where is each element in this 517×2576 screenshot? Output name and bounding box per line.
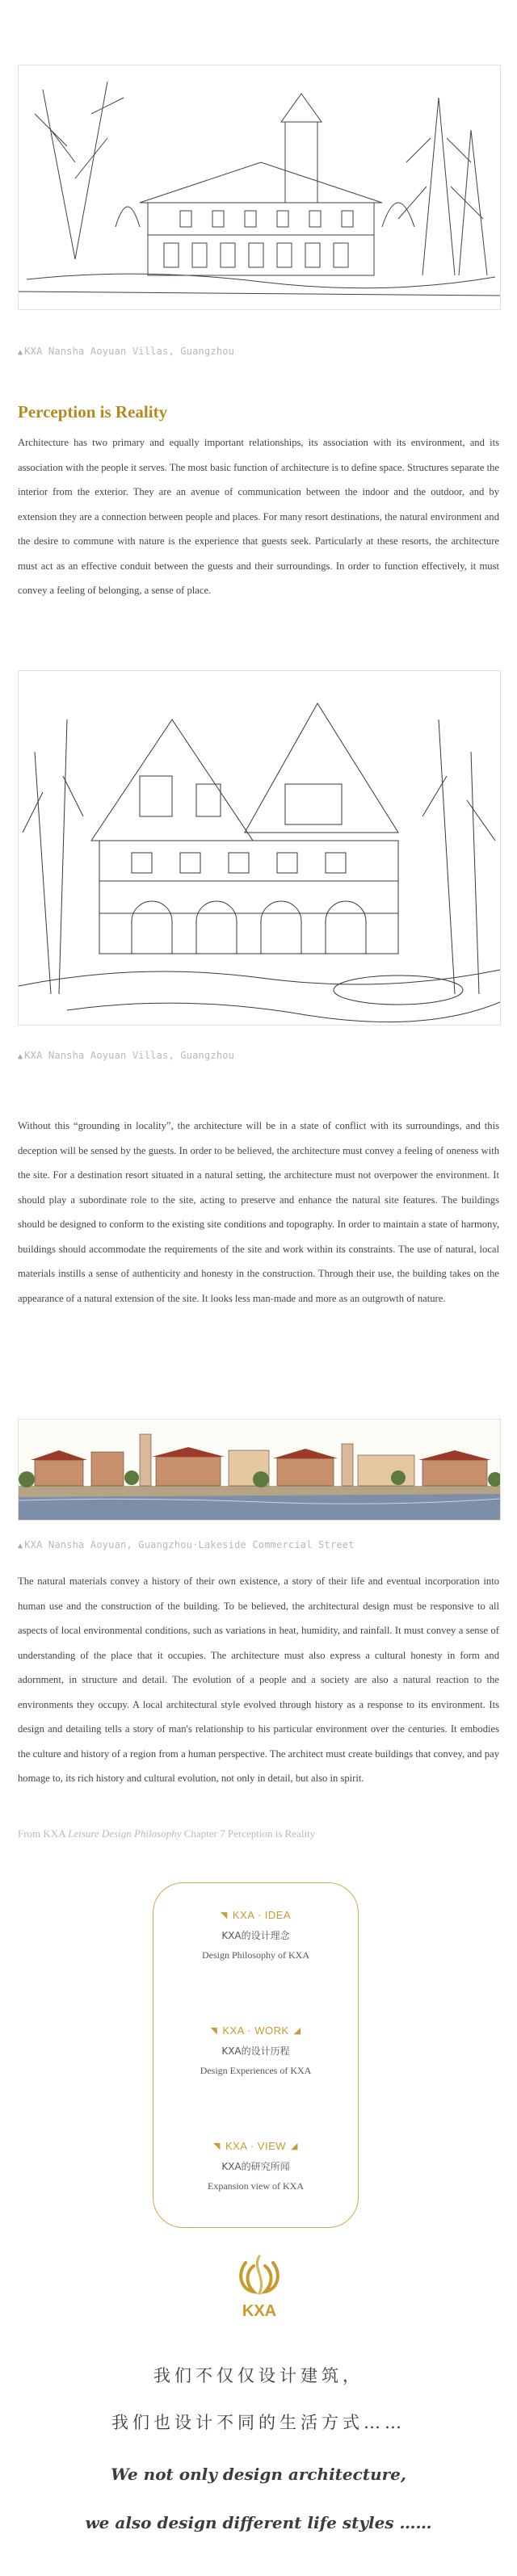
triangle-icon: ▲ <box>18 1052 23 1061</box>
flag-icon: ◢ <box>291 2142 298 2151</box>
flag-icon: ◢ <box>293 2026 301 2036</box>
card-item-cn: KXA的设计历程 <box>221 2045 290 2057</box>
card-item-title: KXA · WORK <box>222 2024 289 2037</box>
kxa-menu-card <box>153 1882 359 2228</box>
villa-sketch-image-1 <box>18 65 501 310</box>
card-item-en: Design Philosophy of KXA <box>201 1949 309 1961</box>
svg-text:KXA: KXA <box>242 2302 277 2320</box>
card-item-cn: KXA的设计理念 <box>221 1930 290 1941</box>
card-item-idea[interactable] <box>153 1909 358 1961</box>
book-title: Leisure Design Philosophy <box>68 1827 182 1840</box>
article-paragraph-2: Without this “grounding in locality”, the architecture will be in a state of conflict with its surroundings, and this deception will be sensed by the guests. In order to be believed, the architecture must convey a feeling of oneness with the site. For a destination resort situated in a natural setting, the architecture must not overpower the environment. It should play a subordinate role to the site, acting to preserve and enhance the natural site features. The buildings should be designed to conform to the existing site conditions and topography. In order to maintain a state of harmony, buildings should accommodate the requirements of the site and work within its constraints. The use of natural, local materials instills a sense of authenticity and honesty in the construction. Through their use, the building takes on the appearance of a natural extension of the site. It looks less man-made and more as an outgrowth of nature. <box>18 1120 499 1304</box>
slogan-en-line-2: we also design different life styles …… <box>85 2513 432 2532</box>
villa-sketch-image-2 <box>18 670 501 1026</box>
slogan-cn-line-1: 我们不仅仅设计建筑， <box>153 2366 364 2385</box>
card-item-en: Expansion view of KXA <box>208 2180 304 2192</box>
card-item-cn: KXA的研究所闻 <box>221 2161 290 2172</box>
image-caption-1: ▲ KXA Nansha Aoyuan Villas, Guangzhou <box>18 346 235 357</box>
article-paragraph-3: The natural materials convey a history of their own existence, a story of their life and eventual incorporation into human use and the construction of the building. To be believed, the architectural design must be responsive to all aspects of local environmental conditions, such as variations in heat, humidity, and rainfall. It must convey a sense of understanding of the place that it occupies. The architecture must also express a cultural honesty in form and adornment, in structure and detail. The evolution of a people and a society are also a natural reaction to the environments they occupy. A local architectural style evolved through history as a response to its environment. Its design and detailing tells a story of man's relationship to his particular environment over the centuries. It embodies the culture and history of a region from a human perspective. The architect must create buildings that convey, and pay homage to, its rich history and cultural evolution, not only in detail, but also in spirit. <box>18 1575 499 1784</box>
slogan-en-line-1: We not only design architecture, <box>111 2465 406 2484</box>
triangle-icon: ▲ <box>18 1542 23 1550</box>
card-item-title: KXA · VIEW <box>225 2140 287 2152</box>
card-item-en: Design Experiences of KXA <box>200 2065 312 2076</box>
flag-icon: ◥ <box>220 1911 228 1920</box>
article-title: Perception is Reality <box>18 402 168 422</box>
image-caption-3: ▲ KXA Nansha Aoyuan, Guangzhou·Lakeside Commercial Street <box>18 1539 355 1550</box>
source-note: From KXA Leisure Design Philosophy Chapter 7 Perception is Reality <box>18 1827 316 1840</box>
flag-icon: ◥ <box>210 2026 218 2036</box>
article-paragraph-1: Architecture has two primary and equally important relationships, its association with its environment, and its association with the people it serves. The most basic function of architecture is to define space. Structures separate the interior from the exterior. They are an avenue of communication between the indoor and the outdoor, and by extension they are a connection between people and places. For many resort destinations, the natural environment and the desire to commune with nature is the experience that guests seek. Particularly at these resorts, the architecture must act as an effective conduit between the guests and their surroundings. In order to function effectively, it must convey a feeling of belonging, a sense of place. <box>18 437 499 596</box>
image-caption-2: ▲ KXA Nansha Aoyuan Villas, Guangzhou <box>18 1050 235 1061</box>
card-item-work[interactable] <box>153 2024 358 2077</box>
card-item-title: KXA · IDEA <box>232 1909 292 1921</box>
flag-icon: ◥ <box>212 2142 221 2151</box>
kxa-logo <box>234 2251 284 2327</box>
lakeside-street-painting-image <box>18 1419 501 1521</box>
slogan-cn-line-2: 我们也设计不同的生活方式…… <box>111 2413 406 2432</box>
card-item-view[interactable] <box>153 2140 358 2192</box>
triangle-icon: ▲ <box>18 348 23 357</box>
